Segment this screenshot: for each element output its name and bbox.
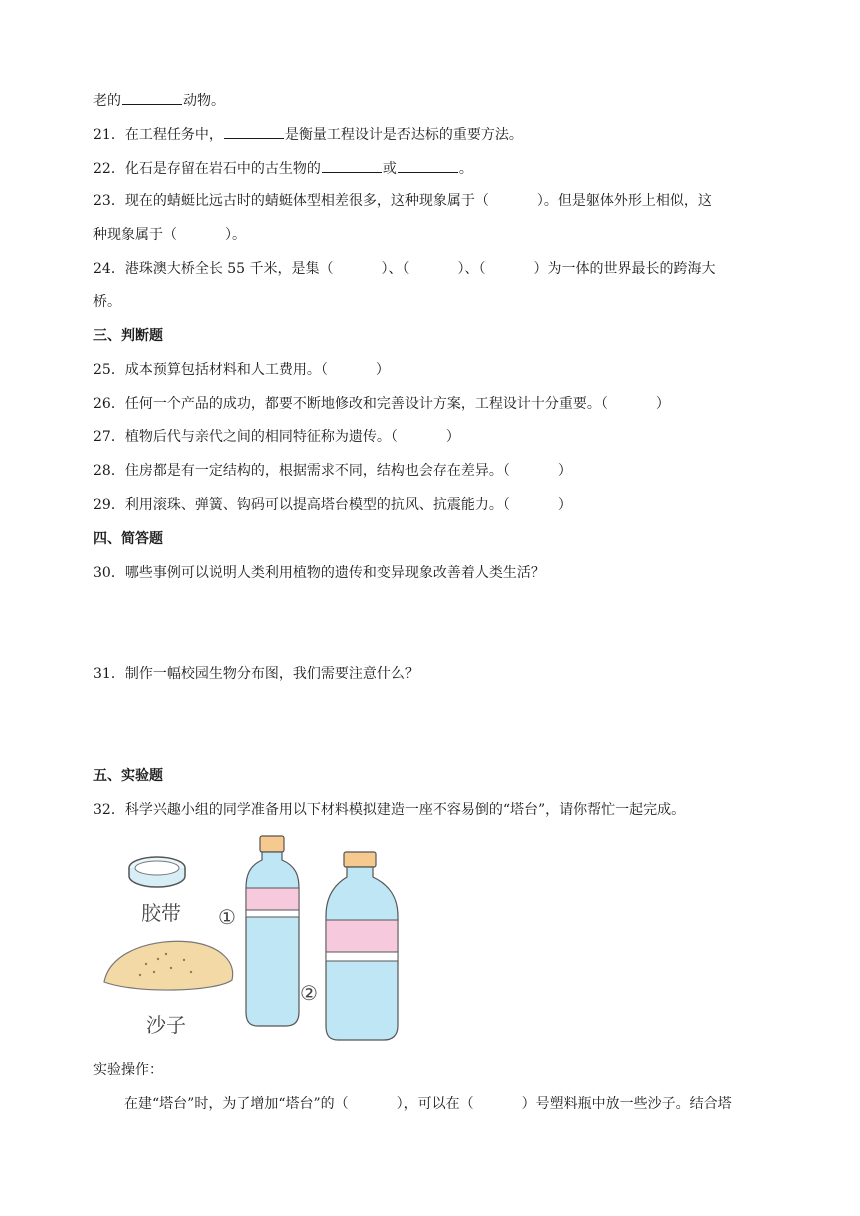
small-bottle-icon: [246, 836, 299, 1026]
question-32: 32．科学兴趣小组的同学准备用以下材料模拟建造一座不容易倒的“塔台”，请你帮忙一起完成。: [93, 802, 686, 818]
question-24: 24．港珠澳大桥全长 55 千米，是集（ ）、（ ）、（ ）为一体的世界最长的跨海大: [93, 261, 716, 277]
section-heading-true-false: 三、判断题: [93, 328, 163, 344]
question-28: 28．住房都是有一定结构的，根据需求不同，结构也会存在差异。（ ）: [93, 463, 572, 479]
question-22: 22．化石是存留在岩石中的古生物的 或 。: [93, 158, 473, 179]
answer-blank[interactable]: [322, 158, 382, 173]
line-20-continued: 老的 动物。: [93, 90, 225, 111]
bottle-2-label: ②: [300, 981, 318, 1005]
sand-label: 沙子: [146, 1013, 186, 1037]
materials-figure: [96, 832, 426, 1042]
answer-blank[interactable]: [122, 90, 182, 105]
question-30: 30．哪些事例可以说明人类利用植物的遗传和变异现象改善着人类生活？: [93, 565, 545, 581]
question-23: 23．现在的蜻蜓比远古时的蜻蜓体型相差很多，这种现象属于（ ）。但是躯体外形上相似，这: [93, 193, 712, 209]
question-24-continued: 桥。: [93, 294, 121, 310]
experiment-operation-label: 实验操作：: [93, 1062, 163, 1078]
question-29: 29．利用滚珠、弹簧、钩码可以提高塔台模型的抗风、抗震能力。（ ）: [93, 497, 572, 513]
answer-blank[interactable]: [224, 124, 284, 139]
question-23-continued: 种现象属于（ ）。: [93, 227, 246, 243]
question-25: 25．成本预算包括材料和人工费用。（ ）: [93, 362, 390, 378]
tape-label: 胶带: [141, 901, 181, 925]
question-21: 21．在工程任务中， 是衡量工程设计是否达标的重要方法。: [93, 124, 523, 145]
tape-icon: [129, 857, 185, 887]
question-26: 26．任何一个产品的成功，都要不断地修改和完善设计方案，工程设计十分重要。（ ）: [93, 396, 670, 412]
question-27: 27．植物后代与亲代之间的相同特征称为遗传。（ ）: [93, 429, 460, 445]
bottle-1-label: ①: [218, 905, 236, 929]
question-31: 31．制作一幅校园生物分布图，我们需要注意什么？: [93, 666, 419, 682]
large-bottle-icon: [326, 852, 398, 1040]
sand-pile-icon: [104, 941, 233, 990]
experiment-operation-text: 在建“塔台”时，为了增加“塔台”的（ ），可以在（ ）号塑料瓶中放一些沙子。结合塔: [124, 1096, 732, 1112]
section-heading-short-answer: 四、简答题: [93, 531, 163, 547]
answer-blank[interactable]: [398, 158, 458, 173]
section-heading-experiment: 五、实验题: [93, 768, 163, 784]
